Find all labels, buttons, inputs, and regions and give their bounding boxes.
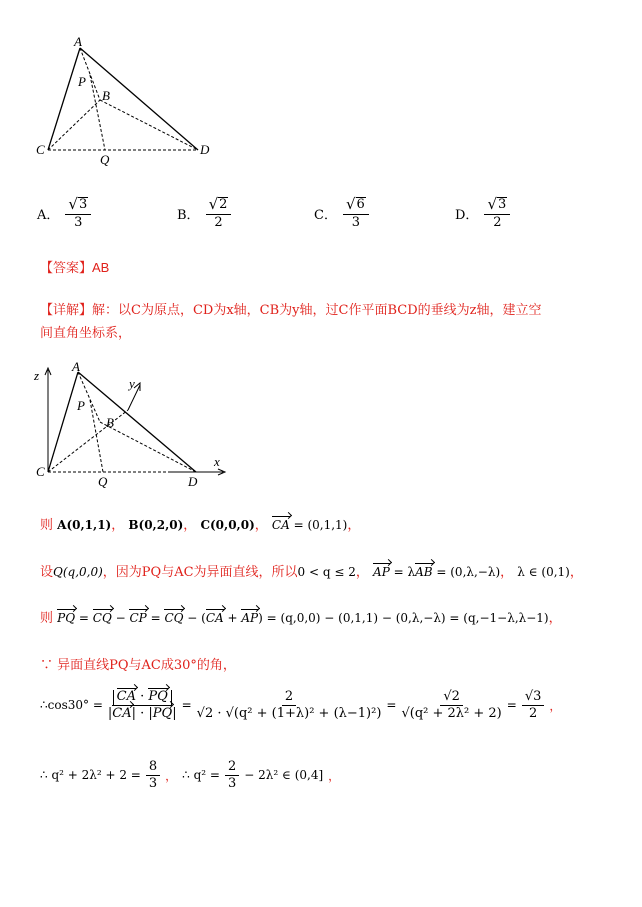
eq5-f4-num: √3 (522, 690, 545, 706)
eq6-frac1 (146, 760, 160, 790)
label-C: C (36, 464, 45, 479)
choice-c[interactable] (314, 193, 369, 233)
choice-fraction: √ 3 2 (484, 197, 510, 229)
vec-CA-2: CA (205, 611, 224, 625)
eq5-frac2 (197, 690, 382, 720)
vec-AP-2: AP (241, 611, 259, 625)
eq2-Q: Q(q,0,0) (53, 565, 103, 579)
eq5-f2-den: √2 · √(q² + (1+λ)² + (λ−1)²) (196, 705, 382, 721)
detail-tag: 【详解】 (40, 303, 93, 318)
tetrahedron-figure-top (30, 30, 230, 170)
eq5-f2-num: 2 (282, 690, 296, 706)
eq5-f4-den: 2 (528, 705, 538, 721)
vec-PQ-4: PQ (152, 705, 173, 721)
eq2-mid: ，因为PQ与AC为异面直线，所以 (102, 565, 298, 580)
eq2-lambda: λ ∈ (0,1) (517, 565, 570, 579)
choice-letter: D． (455, 207, 479, 223)
coordinate-figure (28, 360, 238, 490)
label-A: A (74, 34, 82, 49)
eq1-CA-val: = (0,1,1) (289, 518, 348, 532)
eq1-C: C(0,0,0) (200, 518, 255, 532)
choice-fraction: √ 2 2 (206, 197, 232, 229)
label-A: A (72, 360, 80, 374)
eq1-prefix: 则 (40, 518, 54, 533)
vec-CQ: CQ (92, 611, 112, 625)
eq5-f3-den: √(q² + 2λ² + 2) (401, 705, 502, 721)
choice-num: 3 (78, 196, 88, 212)
choice-letter: A． (37, 207, 60, 223)
choice-fraction: √ 3 3 (65, 197, 91, 229)
vec-CA-4: CA (112, 705, 132, 721)
eq5-f3-num: √2 (440, 690, 463, 706)
vec-CQ-2: CQ (164, 611, 184, 625)
eq2-range: 0 < q ≤ 2 (297, 565, 356, 579)
eq6-f2-den: 3 (227, 775, 237, 791)
eq6-a: ∴ q² + 2λ² + 2 = (40, 768, 141, 783)
eq2-AP-eq: = λ (389, 565, 416, 579)
label-P: P (78, 74, 86, 89)
eq6-f1-den: 3 (148, 775, 158, 791)
choice-num: 6 (356, 196, 365, 212)
vec-PQ-3: PQ (148, 689, 168, 704)
vec-CP: CP (129, 611, 147, 625)
choice-den: 3 (351, 214, 361, 230)
choice-b[interactable] (177, 193, 231, 233)
eq5-prefix: ∴cos30° = (40, 698, 103, 713)
eq5-frac3 (401, 690, 501, 720)
eq-line-5: ∴cos30° = $\frac{CA \cdot PQ}{|CA| \cdot |PQ|}$ = $\frac{2}{\text{√2 · √(q² + (1+λ)² + (λ−1)²)}}$ = $\frac{√2}{\text{√(q² + 2λ² + 2)}}$ = $\frac{√3}{2}$ ， (40, 689, 562, 721)
axis-z-label: z (34, 368, 40, 383)
axis-y-label: y (129, 376, 135, 391)
choice-letter: C． (314, 207, 337, 223)
label-B: B (102, 88, 110, 103)
label-P: P (77, 398, 85, 413)
choice-den: 2 (493, 214, 502, 230)
answer-tag: 【答案】 (40, 261, 93, 276)
label-Q: Q (100, 152, 110, 167)
eq2-AP-val: = (0,λ,−λ) (432, 565, 501, 579)
detail-line-1 (40, 299, 541, 318)
label-C: C (36, 142, 45, 157)
eq5-frac1: $\frac{CA \cdot PQ}{|CA| \cdot |PQ|}$ (107, 689, 177, 721)
eq6-frac2 (225, 760, 239, 790)
eq3-tail: = (q,0,0) − (0,1,1) − (0,λ,−λ) = (q,−1−λ,λ−1) (266, 611, 549, 625)
vec-CA-3: CA (116, 689, 136, 704)
answer-value: AB (92, 260, 110, 275)
label-Q: Q (98, 474, 108, 489)
eq-line-3: 则 PQ = CQ − CP = CQ − (CA + AP) = (q,0,0) − (0,1,1) − (0,λ,−λ) = (q,−1−λ,λ−1)， (40, 611, 562, 626)
vec-CA: CA (271, 518, 290, 532)
eq3-prefix: 则 (40, 611, 54, 626)
eq-line-1: 则 A(0,1,1)， B(0,2,0)， C(0,0,0)， CA = (0,1,1)， (40, 518, 361, 533)
vec-AP: AP (373, 565, 390, 579)
choice-num: 3 (498, 196, 507, 212)
detail-text-1: 解：以C为原点，CD为x轴，CB为y轴，过C作平面BCD的垂线为z轴，建立空 (92, 303, 542, 318)
eq6-c: − 2λ² ∈ (0,4] (244, 768, 324, 783)
eq-line-4 (40, 654, 236, 673)
label-B: B (106, 415, 114, 430)
choice-letter: B． (177, 207, 200, 223)
detail-line-2 (40, 322, 131, 341)
eq6-b: ∴ q² = (182, 768, 220, 783)
axis-x-label: x (214, 454, 220, 469)
label-D: D (200, 142, 210, 157)
eq4-text: ∵ 异面直线PQ与AC成30°的角， (40, 658, 236, 673)
vec-PQ: PQ (57, 611, 76, 625)
eq5-frac4 (522, 690, 545, 720)
eq-line-2: 设Q(q,0,0)，因为PQ与AC为异面直线，所以0 < q ≤ 2， AP = λAB = (0,λ,−λ)， λ ∈ (0,1)， (40, 565, 583, 580)
eq6-f1-num: 8 (146, 760, 160, 776)
eq1-A: A(0,1,1) (57, 518, 112, 532)
eq-line-6: ∴ q² + 2λ² + 2 = $\frac{8}{3}$ ， ∴ q² = $\frac{2}{3}$ − 2λ² ∈ (0,4] ， (40, 759, 341, 791)
vec-AB: AB (415, 565, 433, 579)
eq6-f2-num: 2 (225, 760, 239, 776)
choice-den: 2 (214, 214, 223, 230)
detail-text-2: 间直角坐标系， (40, 326, 132, 341)
choice-den: 3 (74, 214, 83, 230)
label-D: D (188, 474, 198, 489)
answer-line (40, 257, 109, 276)
choice-a[interactable] (37, 193, 91, 233)
choice-fraction: √ 6 3 (343, 197, 369, 229)
eq2-prefix: 设 (40, 565, 54, 580)
choice-num: 2 (219, 196, 228, 212)
choice-d[interactable] (455, 193, 510, 233)
eq1-B: B(0,2,0) (128, 518, 184, 532)
